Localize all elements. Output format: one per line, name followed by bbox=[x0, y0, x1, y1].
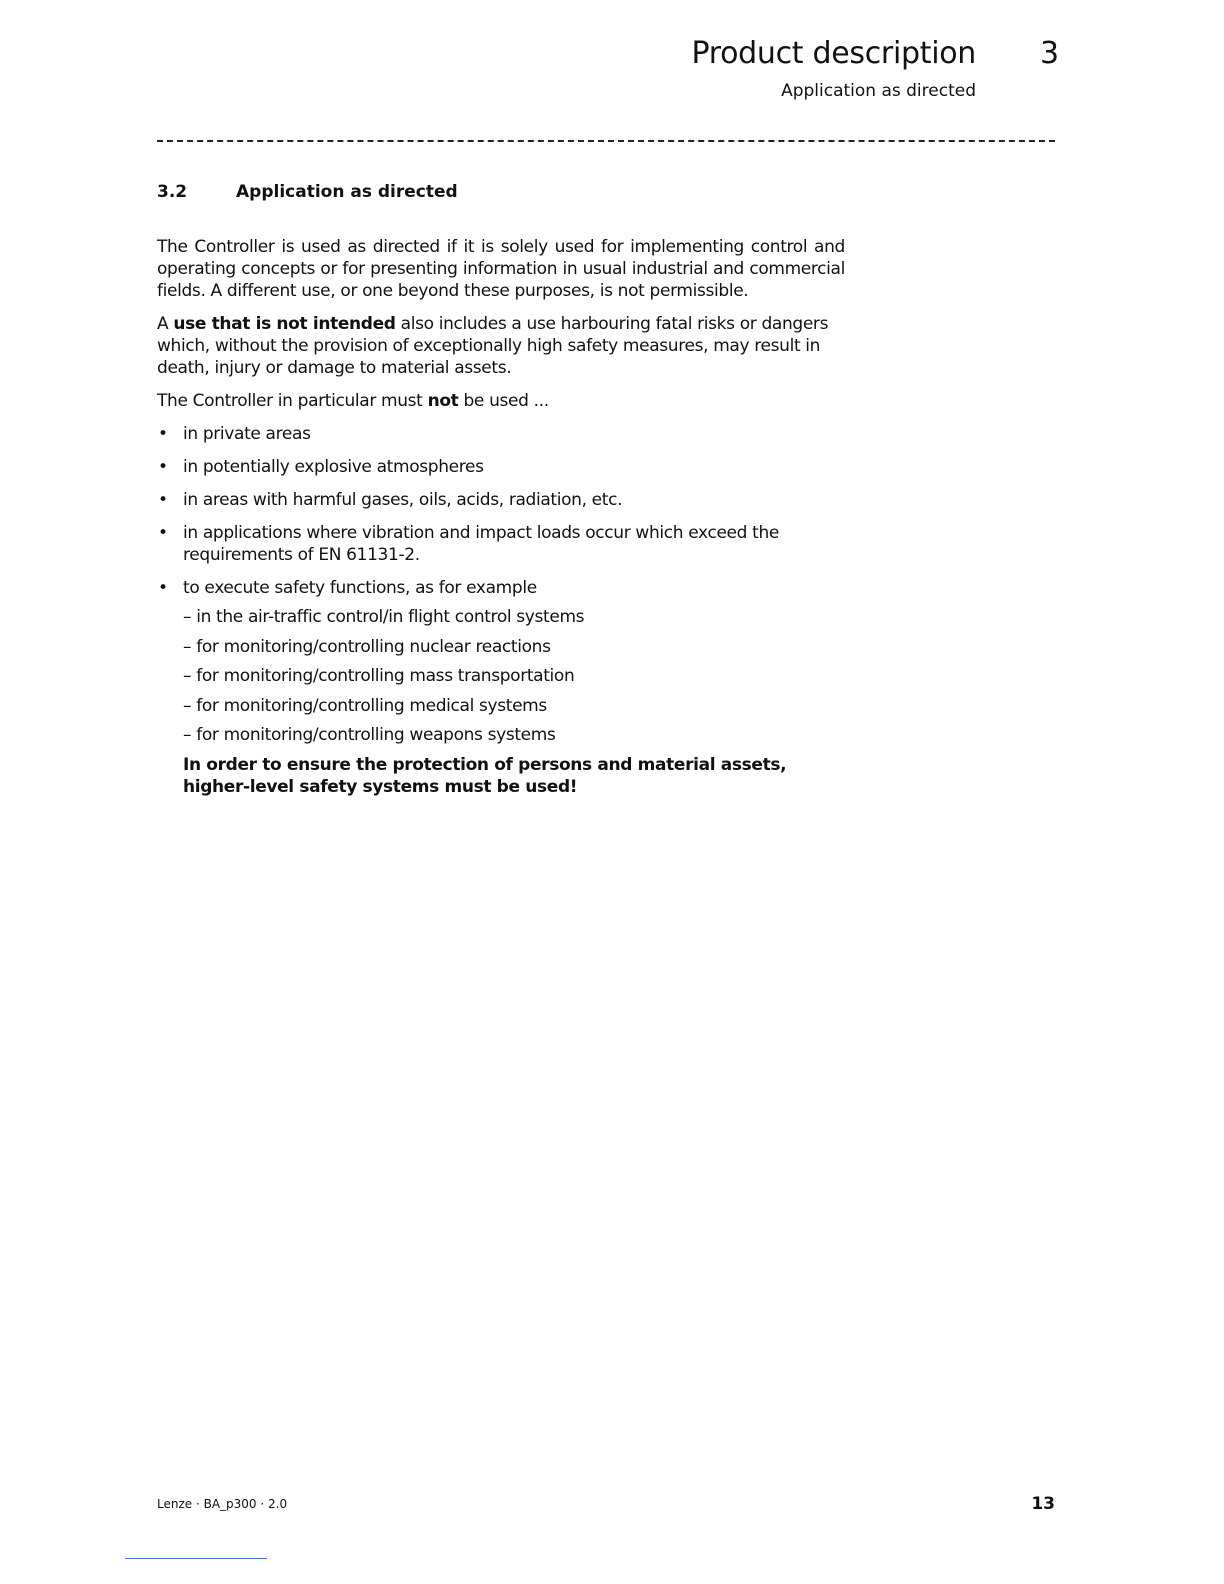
list-item-text: in private areas bbox=[183, 424, 311, 444]
list-item bbox=[157, 423, 845, 445]
sub-list-item: – for monitoring/controlling nuclear reactions bbox=[183, 636, 551, 657]
paragraph-not-intended bbox=[157, 313, 845, 379]
list-item bbox=[157, 456, 845, 478]
para3-lead: The Controller in particular must bbox=[157, 391, 428, 411]
list-item-text: to execute safety functions, as for example bbox=[183, 578, 537, 598]
para2-emphasis: use that is not intended bbox=[173, 314, 396, 334]
list-item bbox=[157, 522, 845, 566]
sub-list-item: – for monitoring/controlling mass transportation bbox=[183, 666, 575, 686]
footer-document-id: Lenze · BA_p300 · 2.0 bbox=[157, 1497, 288, 1511]
bullet-icon: • bbox=[158, 424, 168, 444]
paragraph-usage: The Controller is used as directed if it is solely used for implementing control and operating concepts or for presenting information in usual industrial and commercial fields. A different use, or one beyond these purposes, is not permissible. bbox=[157, 237, 845, 301]
paragraph-must-not bbox=[157, 390, 845, 412]
safety-function-examples bbox=[183, 606, 845, 746]
section-heading: Application as directed bbox=[236, 182, 458, 202]
bullet-icon: • bbox=[158, 490, 168, 510]
para3-rest: be used ... bbox=[458, 391, 549, 411]
bullet-icon: • bbox=[158, 457, 168, 477]
restriction-list bbox=[157, 423, 845, 798]
footer-page-number: 13 bbox=[1031, 1494, 1055, 1514]
chapter-number: 3 bbox=[1040, 36, 1060, 71]
header-chapter-title: Product description bbox=[691, 36, 976, 71]
para2-rest: also includes a use harbouring fatal risks or dangers which, without the provision of exceptionally high safety measures, may result in death, injury or damage to material assets. bbox=[157, 314, 829, 378]
header-dashed-divider bbox=[157, 140, 1055, 142]
section-number: 3.2 bbox=[157, 182, 188, 202]
footer-underline bbox=[125, 1558, 267, 1559]
list-item bbox=[157, 489, 845, 511]
list-item bbox=[157, 577, 845, 798]
header-section-subtitle: Application as directed bbox=[781, 81, 976, 101]
list-item-text: in potentially explosive atmospheres bbox=[183, 457, 484, 477]
sub-list-item: – for monitoring/controlling medical systems bbox=[183, 695, 547, 716]
safety-warning-note: In order to ensure the protection of persons and material assets, higher-level safety systems must be used! bbox=[183, 754, 787, 797]
sub-list-item: – in the air-traffic control/in flight control systems bbox=[183, 607, 585, 627]
body-text bbox=[157, 236, 845, 809]
list-item-text: in areas with harmful gases, oils, acids, radiation, etc. bbox=[183, 490, 623, 510]
bullet-icon: • bbox=[158, 523, 168, 543]
bullet-icon: • bbox=[158, 578, 168, 598]
para3-emphasis: not bbox=[427, 391, 459, 411]
sub-list-item: – for monitoring/controlling weapons systems bbox=[183, 725, 556, 745]
para2-lead: A bbox=[157, 314, 174, 334]
list-item-text: in applications where vibration and impact loads occur which exceed the requirements of EN 61131-2. bbox=[183, 523, 780, 565]
